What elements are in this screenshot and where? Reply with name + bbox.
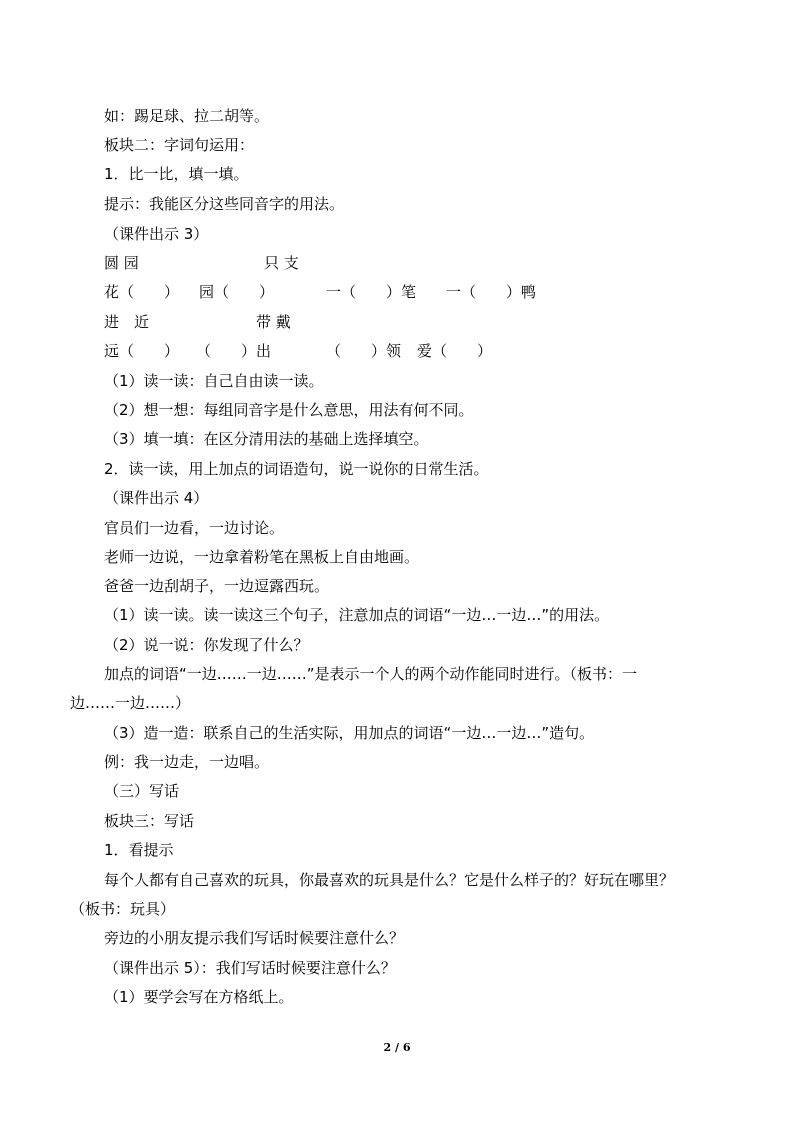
text-line: 边……一边……）	[70, 694, 191, 712]
text-line: （1）读一读：自己自由读一读。	[104, 372, 324, 390]
text-line: 每个人都有自己喜欢的玩具，你最喜欢的玩具是什么？它是什么样子的？好玩在哪里？	[104, 871, 675, 889]
fill-blank: 园（ ）	[199, 283, 275, 301]
text-line: 提示：我能区分这些同音字的用法。	[104, 195, 345, 213]
word-pair: 圆 园	[104, 254, 139, 272]
text-line: 官员们一边看，一边讨论。	[104, 519, 285, 537]
fill-blank: 一（ ）笔	[326, 283, 417, 301]
text-line: （课件出示 5）：我们写话时候要注意什么？	[104, 959, 396, 977]
text-line: 如：踢足球、拉二胡等。	[104, 107, 270, 125]
text-line: 例：我一边走，一边唱。	[104, 753, 270, 771]
fill-blank: （ ）领	[326, 342, 402, 360]
text-line: 旁边的小朋友提示我们写话时候要注意什么？	[104, 929, 405, 947]
text-line: （课件出示 3）	[104, 225, 209, 243]
text-line: （2）说一说：你发现了什么？	[104, 636, 309, 654]
text-line: （2）想一想：每组同音字是什么意思，用法有何不同。	[104, 401, 474, 419]
fill-blank: （ ）出	[196, 342, 272, 360]
text-line: 1．比一比，填一填。	[104, 165, 249, 183]
fill-blank: 远（ ）	[104, 342, 180, 360]
word-pair: 只 支	[264, 254, 299, 272]
section-heading: 板块二：字词句运用：	[104, 136, 255, 154]
text-line: （1）读一读。读一读这三个句子，注意加点的词语“一边…一边…”的用法。	[104, 606, 610, 624]
text-line: 1．看提示	[104, 841, 174, 859]
text-line: 老师一边说，一边拿着粉笔在黑板上自由地画。	[104, 548, 420, 566]
text-line: 加点的词语“一边……一边……”是表示一个人的两个动作能同时进行。（板书：一	[104, 665, 638, 683]
text-line: （板书：玩具）	[70, 900, 176, 918]
section-heading: （三）写话	[104, 782, 180, 800]
text-line: （3）造一造：联系自己的生活实际，用加点的词语“一边…一边…”造句。	[104, 724, 595, 742]
fill-blank: 花（ ）	[104, 283, 180, 301]
fill-blank: 爱（ ）	[417, 342, 493, 360]
word-pair: 进 近	[104, 313, 150, 331]
word-pair: 带 戴	[256, 313, 291, 331]
text-line: （3）填一填：在区分清用法的基础上选择填空。	[104, 430, 429, 448]
text-line: 爸爸一边刮胡子，一边逗露西玩。	[104, 577, 330, 595]
text-line: 2．读一读，用上加点的词语造句，说一说你的日常生活。	[104, 460, 489, 478]
page-number: 2 / 6	[383, 1041, 411, 1054]
section-heading: 板块三：写话	[104, 812, 195, 830]
text-line: （课件出示 4）	[104, 489, 209, 507]
text-line: （1）要学会写在方格纸上。	[104, 988, 294, 1006]
fill-blank: 一（ ）鸭	[446, 283, 537, 301]
